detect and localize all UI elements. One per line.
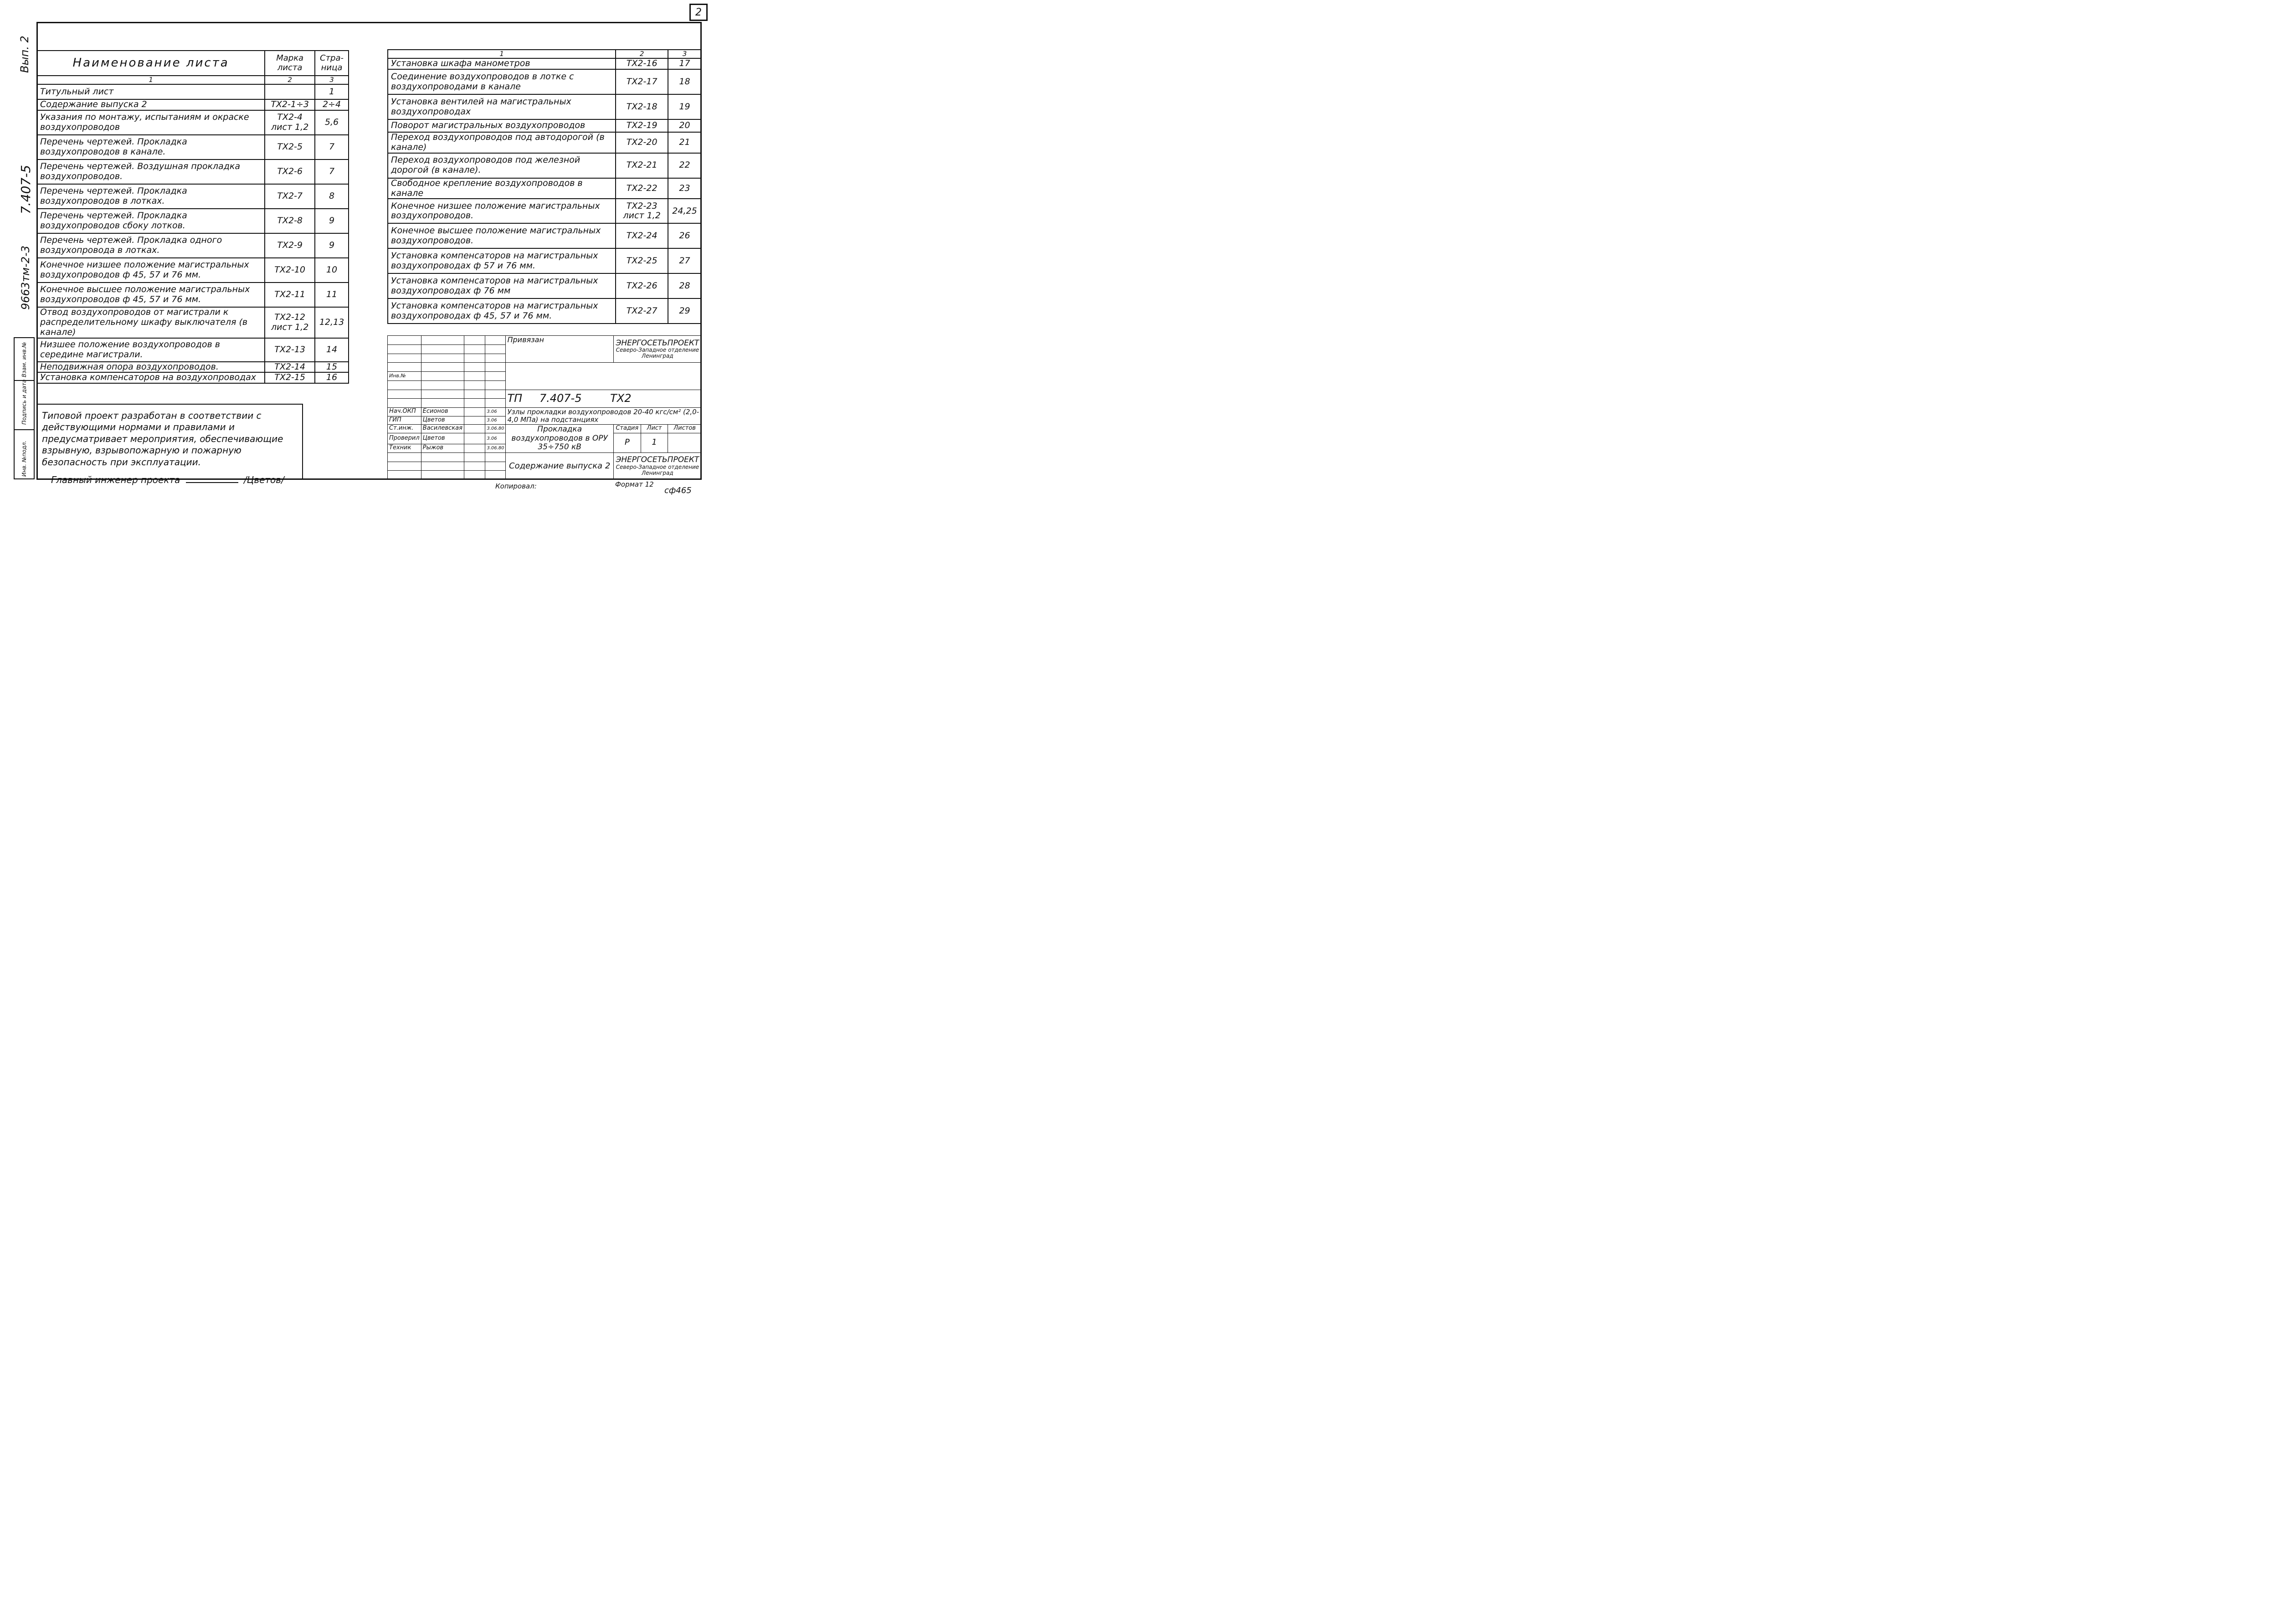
cell-mark: ТХ2-5 [265,135,315,159]
cell-mark: ТХ2-27 [616,298,668,324]
cell-page: 5,6 [315,110,349,135]
org-city: Ленинград [642,469,673,476]
cell-page: 29 [668,298,701,324]
cell-page: 27 [668,248,701,273]
org-division: Северо-Западное отделение [616,464,699,471]
title-sub: Прокладка воздухопроводов в ОРУ 35÷750 кВ [506,425,613,453]
colnum-3: 3 [315,76,349,84]
cell-mark: ТХ2-16 [616,58,668,69]
cell-name: Конечное высшее положение магистральных воздухопроводов. [388,223,616,248]
cell-mark: ТХ2-9 [265,233,315,258]
cell-date: 3.06 [485,408,506,416]
org-block-bottom [613,452,701,479]
cell-page: 7 [315,159,349,184]
general-note [36,404,303,485]
project-designation [506,390,702,408]
colnum-1: 1 [388,50,616,58]
cell-sig [464,408,485,416]
listov-label: Листов [668,425,702,433]
table-row [388,132,701,153]
cell-mark: ТХ2-20 [616,132,668,153]
cell-mark: ТХ2-7 [265,184,315,209]
cell-page: 9 [315,209,349,233]
cell-name: Поворот магистральных воздухопроводов [388,119,616,132]
cell-mark: ТХ2-1÷3 [265,99,315,110]
table-row [37,372,349,383]
cell-name: Перечень чертежей. Прокладка воздухопроводов сбоку лотков. [37,209,265,233]
cell-mark: ТХ2-14 [265,362,315,373]
archive-code: сф465 [664,486,692,495]
cell-role: Нач.ОКП [388,408,421,416]
cell-role: Ст.инж. [388,425,421,433]
contents-table-left [36,50,349,384]
table-row [388,58,701,69]
cell-name: Свободное крепление воздухопроводов в канале [388,178,616,199]
cell-page: 9 [315,233,349,258]
cell-mark: ТХ2-18 [616,94,668,119]
cell-name: Перечень чертежей. Прокладка одного воздухопровода в лотках. [37,233,265,258]
cell-name: Цветов [421,433,464,444]
cell-mark: ТХ2-11 [265,283,315,307]
cell-name: Цветов [421,416,464,425]
cell-page: 17 [668,58,701,69]
signature-row [388,425,702,433]
cell-page: 28 [668,273,701,298]
cell-name: Установка компенсаторов на воздухопроводах [37,372,265,383]
table-row [388,178,701,199]
title-main: Узлы прокладки воздухопроводов 20-40 кгс/см² (2,0-4,0 МПа) на подстанциях [506,408,702,425]
cell-mark: ТХ2-6 [265,159,315,184]
signature [186,482,238,483]
org-name: ЭНЕРГОСЕТЬПРОЕКТ [616,338,699,348]
list-label: Лист [641,425,668,433]
cell-name: Установка компенсаторов на магистральных воздухопроводах ф 57 и 76 мм. [388,248,616,273]
table-row [388,223,701,248]
copied-by: Копировал: [495,482,537,490]
cell-date: 3.06.80 [485,425,506,433]
mark-code: ТХ2 [610,391,632,405]
cell-name: Переход воздухопроводов под автодорогой (в канале) [388,132,616,153]
title-block [387,335,702,480]
side-stamp [14,337,35,479]
table-row [37,110,349,135]
cell-name: Содержание выпуска 2 [37,99,265,110]
org-city: Ленинград [642,353,673,360]
colnum-3: 3 [668,50,701,58]
cell-name: Конечное низшее положение магистральных воздухопроводов. [388,199,616,223]
cell-mark: ТХ2-4 лист 1,2 [265,110,315,135]
table-row [388,199,701,223]
cell-mark: ТХ2-25 [616,248,668,273]
inv-no-label: Инв.№ [388,372,421,381]
list-value: 1 [641,433,668,452]
cell-date: 3.06 [485,416,506,425]
cell-mark: ТХ2-21 [616,153,668,178]
header-mark: Марка листа [265,51,315,76]
cell-role: Техник [388,444,421,453]
table-row [388,69,701,94]
cell-name: Неподвижная опора воздухопроводов. [37,362,265,373]
org-name: ЭНЕРГОСЕТЬПРОЕКТ [616,455,699,465]
cell-name: Конечное высшее положение магистральных воздухопроводов ф 45, 57 и 76 мм. [37,283,265,307]
colnum-1: 1 [37,76,265,84]
cell-name: Установка шкафа манометров [388,58,616,69]
tp-code: 7.407-5 [539,391,582,405]
cell-name: Перечень чертежей. Прокладка воздухопроводов в канале. [37,135,265,159]
cell-name: Переход воздухопроводов под железной дорогой (в канале). [388,153,616,178]
cell-name: Установка компенсаторов на магистральных воздухопроводах ф 45, 57 и 76 мм. [388,298,616,324]
cell-page: 23 [668,178,701,199]
table-row [37,283,349,307]
format-label: Формат 12 [615,480,654,488]
vzam-label: Взам. инв.№ [21,342,27,377]
cell-page: 18 [668,69,701,94]
cell-mark: ТХ2-13 [265,338,315,362]
cell-mark: ТХ2-19 [616,119,668,132]
podpis-label: Подпись и дата [21,379,27,425]
table-row [37,307,349,338]
table-row [37,135,349,159]
signer-name: /Цветов/ [244,474,284,485]
cell-page: 12,13 [315,307,349,338]
note-text: Типовой проект разработан в соответствии с действующими нормами и правилами и предусматривает мероприятия, обеспечивающие взрывную, взрывопожарную и пожарную безопасность при эксплуатации. [42,410,283,468]
table-row [37,99,349,110]
sheet-title: Содержание выпуска 2 [506,452,613,479]
project-code-vertical: 7.407-5 [18,164,33,214]
table-row [37,233,349,258]
signature-row [388,408,702,416]
cell-date: 3.06.80 [485,444,506,453]
cell-sig [464,433,485,444]
org-block-top [613,336,701,363]
cell-page: 15 [315,362,349,373]
cell-page: 8 [315,184,349,209]
cell-name: Указания по монтажу, испытаниям и окраске воздухопроводов [37,110,265,135]
cell-mark: ТХ2-22 [616,178,668,199]
table-row [37,159,349,184]
table-row [388,298,701,324]
cell-name: Соединение воздухопроводов в лотке с воздухопроводами в канале [388,69,616,94]
contents-table-right [387,49,702,324]
cell-page: 11 [315,283,349,307]
stadia-value: Р [613,433,641,452]
cell-name: Отвод воздухопроводов от магистрали к распределительному шкафу выключателя (в канале) [37,307,265,338]
cell-page: 2÷4 [315,99,349,110]
archive-number: 9663тм-2-3 [19,245,32,310]
cell-mark: ТХ2-8 [265,209,315,233]
cell-sig [464,444,485,453]
cell-mark: ТХ2-10 [265,258,315,283]
cell-role: Проверил [388,433,421,444]
cell-page: 10 [315,258,349,283]
cell-sig [464,425,485,433]
cell-page: 21 [668,132,701,153]
cell-page: 24,25 [668,199,701,223]
header-name: Наименование листа [37,51,265,76]
cell-name: Установка вентилей на магистральных воздухопроводах [388,94,616,119]
cell-date: 3.06 [485,433,506,444]
table-row [37,184,349,209]
org-division: Северо-Западное отделение [616,347,699,354]
cell-name: Конечное низшее положение магистральных воздухопроводов ф 45, 57 и 76 мм. [37,258,265,283]
table-row [388,119,701,132]
colnum-2: 2 [265,76,315,84]
cell-mark: ТХ2-17 [616,69,668,94]
cell-role: ГИП [388,416,421,425]
table-row [388,248,701,273]
cell-name: Есионов [421,408,464,416]
cell-page: 7 [315,135,349,159]
cell-name: Перечень чертежей. Прокладка воздухопроводов в лотках. [37,184,265,209]
tp-label: ТП [507,391,523,405]
colnum-2: 2 [616,50,668,58]
table-row [388,153,701,178]
cell-page: 26 [668,223,701,248]
sheet-number: 2 [689,4,708,21]
table-row [388,94,701,119]
cell-name: Низшее положение воздухопроводов в середине магистрали. [37,338,265,362]
cell-mark: ТХ2-26 [616,273,668,298]
cell-name: Перечень чертежей. Воздушная прокладка воздухопроводов. [37,159,265,184]
cell-sig [464,416,485,425]
table-row [37,209,349,233]
cell-mark [265,84,315,99]
table-row [37,338,349,362]
cell-mark: ТХ2-24 [616,223,668,248]
privyazan-label: Привязан [506,336,613,363]
cell-name: Рыжов [421,444,464,453]
cell-mark: ТХ2-12 лист 1,2 [265,307,315,338]
signer-label: Главный инженер проекта [51,474,180,485]
cell-page: 19 [668,94,701,119]
inv-podl-label: Инв. №подл. [21,441,27,477]
stadia-label: Стадия [613,425,641,433]
cell-name: Василевская [421,425,464,433]
header-page: Стра-ница [315,51,349,76]
cell-page: 1 [315,84,349,99]
table-row [37,84,349,99]
table-row [37,362,349,373]
cell-mark: ТХ2-23 лист 1,2 [616,199,668,223]
listov-value [668,433,702,452]
cell-mark: ТХ2-15 [265,372,315,383]
table-row [37,258,349,283]
table-row [388,273,701,298]
issue-label: Вып. 2 [18,36,31,73]
cell-page: 16 [315,372,349,383]
cell-name: Установка компенсаторов на магистральных воздухопроводах ф 76 мм [388,273,616,298]
cell-name: Титульный лист [37,84,265,99]
cell-page: 14 [315,338,349,362]
cell-page: 20 [668,119,701,132]
cell-page: 22 [668,153,701,178]
